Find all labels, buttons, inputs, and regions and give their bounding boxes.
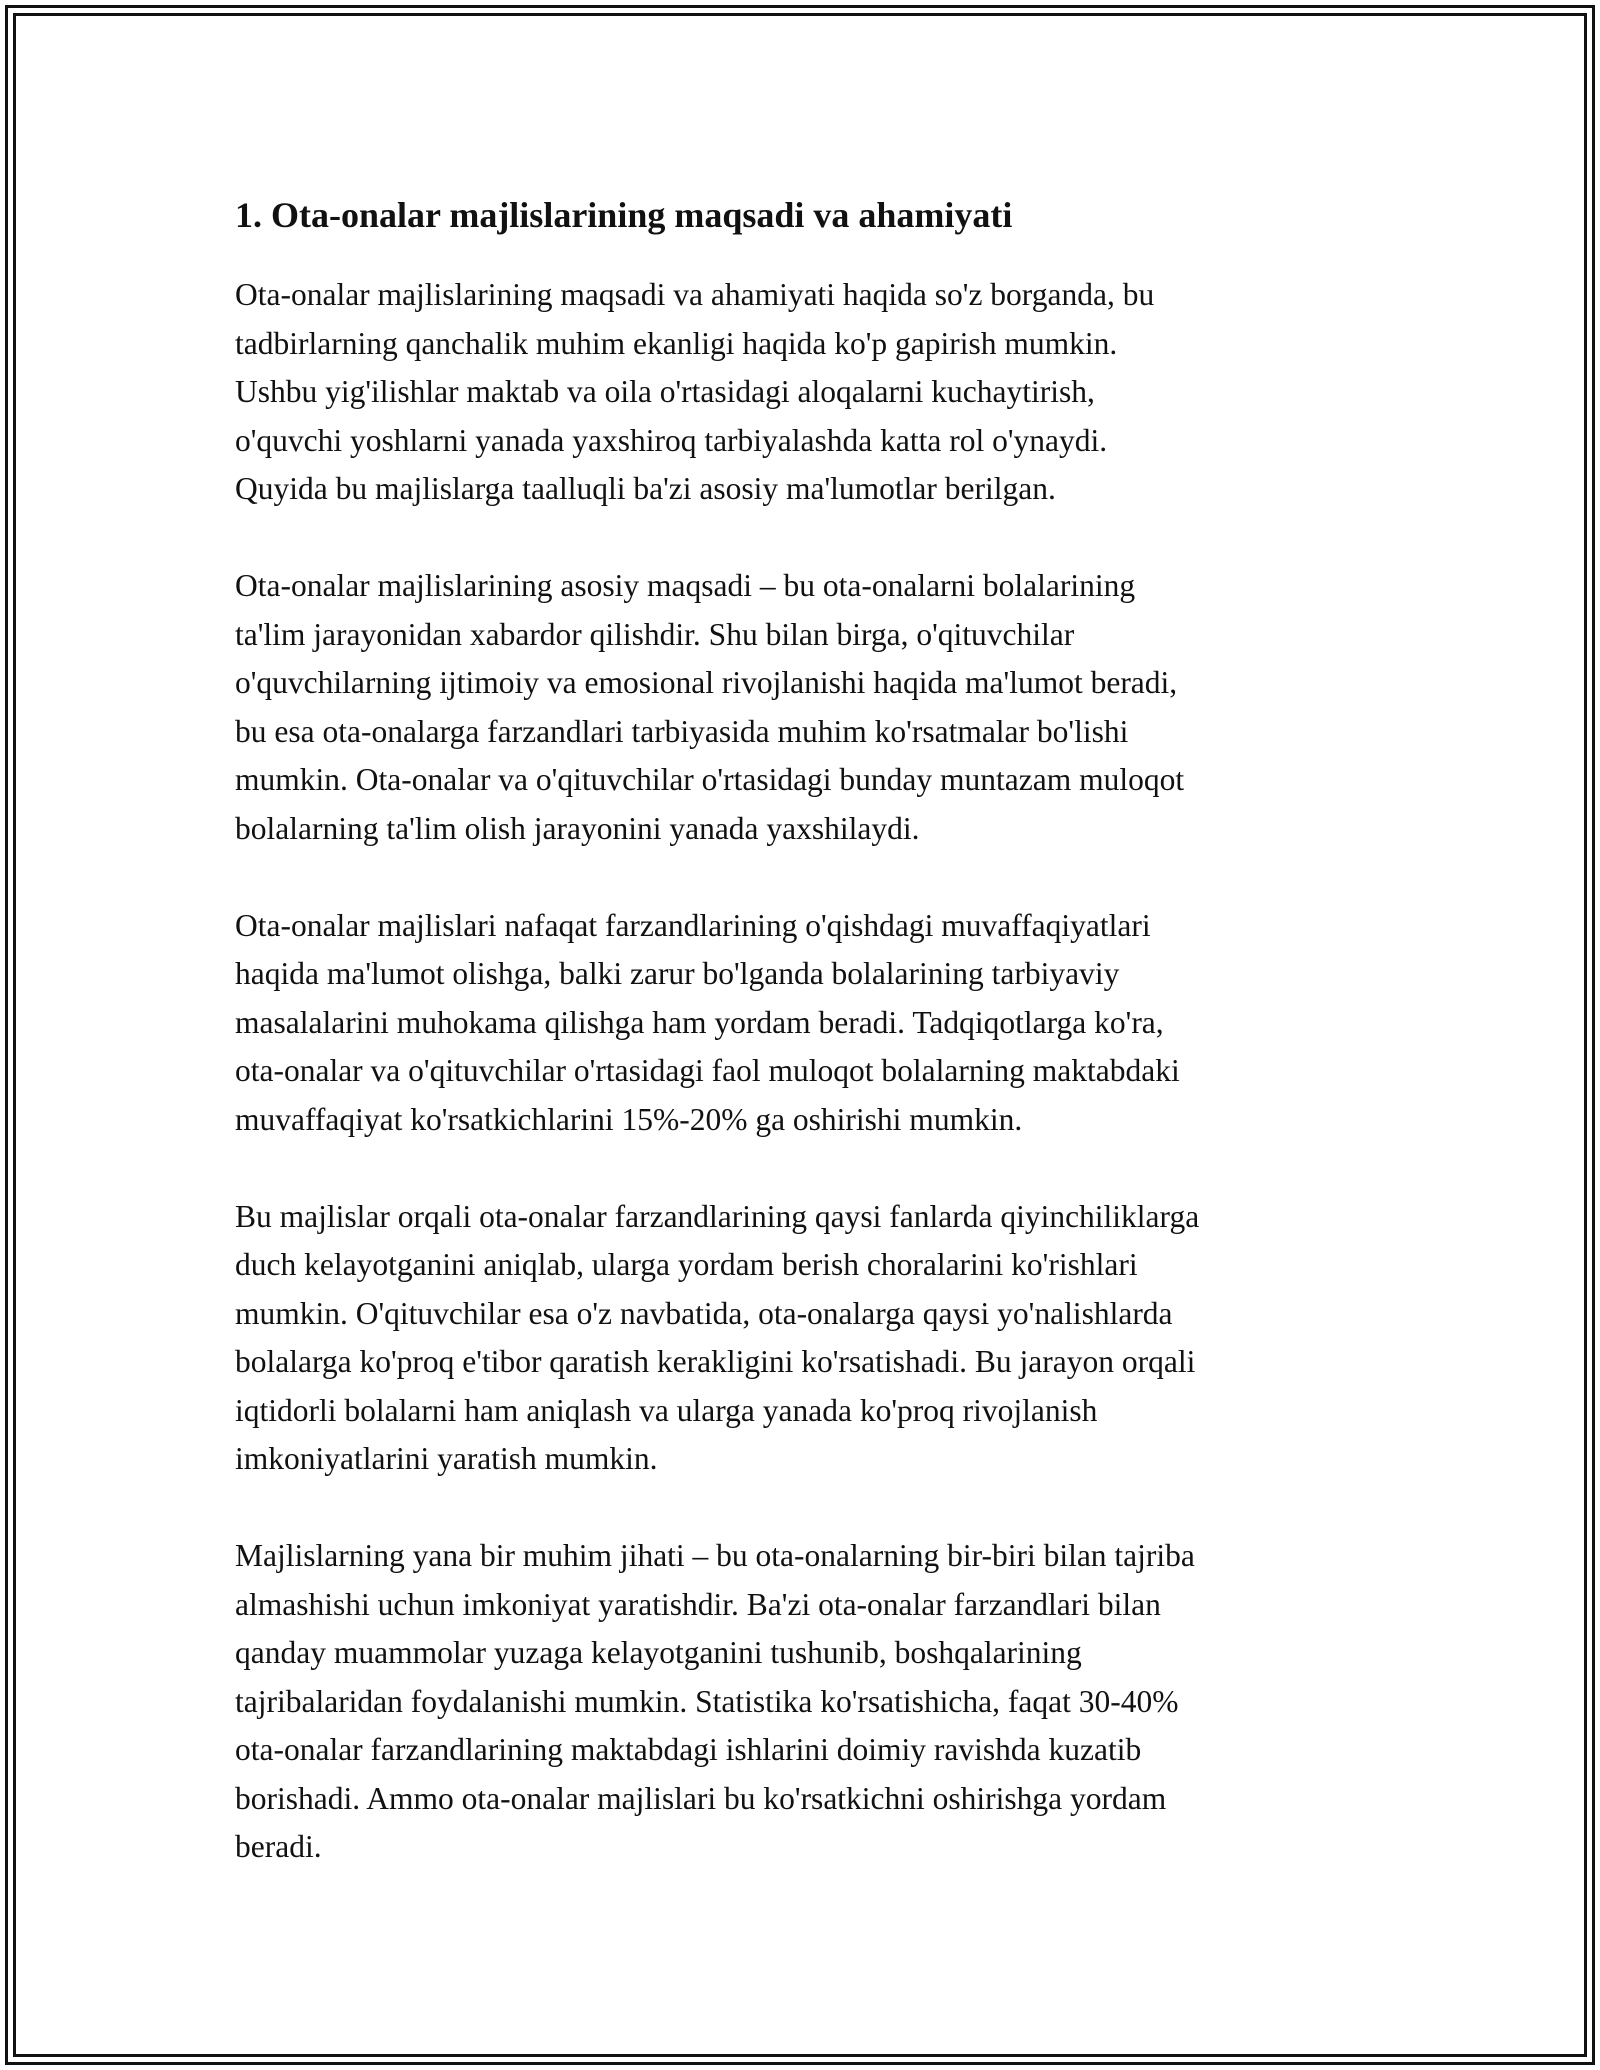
section-heading: 1. Ota-onalar majlislarining maqsadi va ahamiyati [235, 195, 1013, 235]
paragraph-line: Majlislarning yana bir muhim jihati – bu ota-onalarning bir-biri bilan tajriba [235, 1538, 1195, 1573]
paragraph-experience-exchange [235, 1532, 1375, 1872]
paragraph-line: bu esa ota-onalarga farzandlari tarbiyasida muhim ko'rsatmalar bo'lishi [235, 713, 1129, 749]
paragraph-line: Bu majlislar orqali ota-onalar farzandlarining qaysi fanlarda qiyinchiliklarga [235, 1198, 1200, 1234]
paragraph-line: ta'lim jarayonidan xabardor qilishdir. Shu bilan birga, o'qituvchilar [235, 616, 1075, 652]
paragraph-line: Ushbu yig'ilishlar maktab va oila o'rtasidagi aloqalarni kuchaytirish, [235, 374, 1095, 409]
paragraph-main-goal [235, 562, 1375, 853]
paragraph-line: duch kelayotganini aniqlab, ularga yordam berish choralarini ko'rishlari [235, 1247, 1138, 1282]
paragraph-line: bolalarning ta'lim olish jarayonini yanada yaxshilaydi. [235, 810, 920, 846]
paragraph-line: Ota-onalar majlislarining asosiy maqsadi – bu ota-onalarni bolalarining [235, 568, 1136, 603]
paragraph-line: Quyida bu majlislarga taalluqli ba'zi asosiy ma'lumotlar berilgan. [235, 471, 1056, 506]
paragraph-line: masalalarini muhokama qilishga ham yordam beradi. Tadqiqotlarga ko'ra, [235, 1004, 1164, 1040]
paragraph-difficulties [235, 1193, 1375, 1484]
paragraph-line: ota-onalar farzandlarining maktabdagi ishlarini doimiy ravishda kuzatib [235, 1732, 1142, 1767]
paragraph-line: mumkin. O'qituvchilar esa o'z navbatida, ota-onalarga qaysi yo'nalishlarda [235, 1295, 1173, 1331]
paragraph-success-statistics [235, 902, 1375, 1145]
paragraph-line: o'quvchilarning ijtimoiy va emosional rivojlanishi haqida ma'lumot beradi, [235, 665, 1178, 700]
paragraph-line: beradi. [235, 1829, 322, 1864]
paragraph-line: imkoniyatlarini yaratish mumkin. [235, 1441, 658, 1476]
paragraph-line: muvaffaqiyat ko'rsatkichlarini 15%-20% ga oshirishi mumkin. [235, 1101, 1023, 1137]
paragraph-line: Ota-onalar majlislari nafaqat farzandlarining o'qishdagi muvaffaqiyatlari [235, 907, 1151, 943]
paragraph-line: iqtidorli bolalarni ham aniqlash va ularga yanada ko'proq rivojlanish [235, 1392, 1098, 1428]
paragraph-line: o'quvchi yoshlarni yanada yaxshiroq tarbiyalashda katta rol o'ynaydi. [235, 422, 1108, 458]
paragraph-line: tajribalaridan foydalanishi mumkin. Statistika ko'rsatishicha, faqat 30-40% [235, 1683, 1179, 1719]
paragraph-line: Ota-onalar majlislarining maqsadi va ahamiyati haqida so'z borganda, bu [235, 277, 1155, 312]
paragraph-purpose-intro [235, 271, 1375, 514]
paragraph-line: bolalarga ko'proq e'tibor qaratish kerakligini ko'rsatishadi. Bu jarayon orqali [235, 1344, 1196, 1379]
paragraph-line: tadbirlarning qanchalik muhim ekanligi haqida ko'p gapirish mumkin. [235, 325, 1118, 361]
paragraph-line: ota-onalar va o'qituvchilar o'rtasidagi faol muloqot bolalarning maktabdaki [235, 1053, 1180, 1088]
paragraph-line: almashishi uchun imkoniyat yaratishdir. Ba'zi ota-onalar farzandlari bilan [235, 1586, 1161, 1622]
paragraph-line: mumkin. Ota-onalar va o'qituvchilar o'rtasidagi bunday muntazam muloqot [235, 762, 1185, 797]
paragraph-line: haqida ma'lumot olishga, balki zarur bo'lganda bolalarining tarbiyaviy [235, 956, 1120, 991]
paragraph-line: borishadi. Ammo ota-onalar majlislari bu ko'rsatkichni oshirishga yordam [235, 1780, 1167, 1816]
document-body [235, 185, 1375, 1920]
paragraph-line: qanday muammolar yuzaga kelayotganini tushunib, boshqalarining [235, 1635, 1082, 1670]
